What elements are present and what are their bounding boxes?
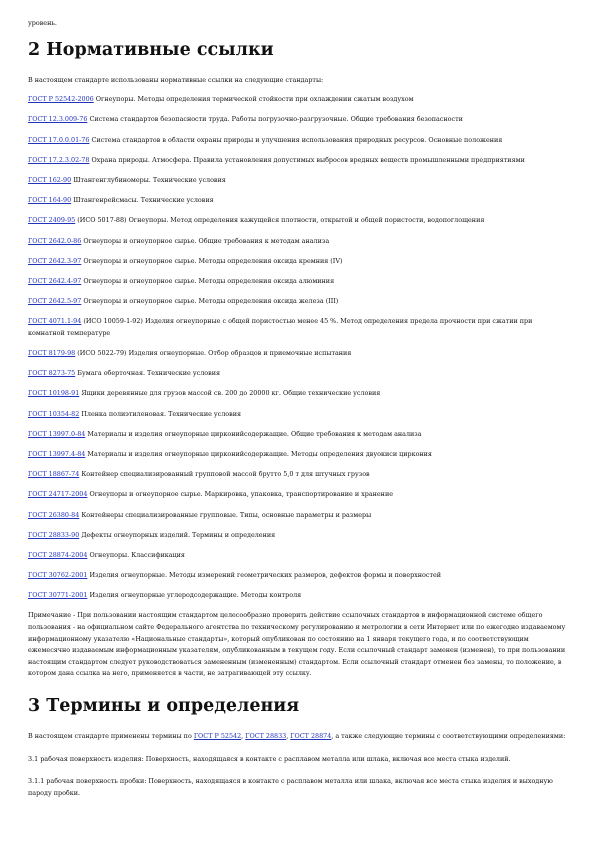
reference-code-link[interactable]: ГОСТ 164-90 <box>28 196 72 205</box>
previous-page-fragment: уровень. <box>28 19 57 27</box>
reference-title: Материалы и изделия огнеупорные цирконийсодержащие. Общие требования к методам анализа <box>87 429 422 438</box>
reference-title: Огнеупоры и огнеупорное сырье. Методы определения оксида железа (III) <box>83 297 339 306</box>
reference-code-link[interactable]: ГОСТ 26380-84 <box>28 510 80 519</box>
reference-item <box>28 429 569 441</box>
reference-title: Пленка полиэтиленовая. Технические условия <box>81 409 242 418</box>
term-3-1: 3.1 рабочая поверхность изделия: Поверхность, находящаяся в контакте с расплавом металла или шлака, включая все места стыка изделий. <box>28 754 511 763</box>
reference-item <box>28 215 569 227</box>
reference-code-link[interactable]: ГОСТ 13997.4-84 <box>28 449 86 458</box>
reference-code-link[interactable]: ГОСТ 2409-95 <box>28 216 76 225</box>
reference-code-link[interactable]: ГОСТ 2642.4-97 <box>28 276 82 285</box>
reference-title: Огнеупоры. Классификация <box>89 550 185 559</box>
reference-title: Огнеупоры и огнеупорное сырье. Методы определения оксида кремния (IV) <box>83 256 343 265</box>
normative-references-list <box>28 94 569 602</box>
reference-title: Огнеупоры. Методы определения термической стойкости при охлаждении сжатым воздухом <box>95 95 414 104</box>
term-3-1-1: 3.1.1 рабочая поверхность пробки: Поверхность, находящаяся в контакте с расплавом металла или шлака, включая все места стыка изделия и выходную пароду пробки. <box>28 777 553 797</box>
section-3-intro-tail: , а также следующие термины с соответствующими определениями: <box>331 732 566 741</box>
reference-item <box>28 469 569 481</box>
reference-title: Огнеупоры и огнеупорное сырье. Общие требования к методам анализа <box>83 236 330 245</box>
reference-code-link[interactable]: ГОСТ 2642.5-97 <box>28 297 82 306</box>
reference-title: Контейнер специализированный групповой массой брутто 5,0 т для штучных грузов <box>81 470 370 479</box>
gost-r-52542-link[interactable]: ГОСТ Р 52542 <box>193 732 242 741</box>
reference-title: Изделия огнеупорные углеродсодержащие. Методы контроля <box>89 591 302 600</box>
reference-title: Ящики деревянные для грузов массой св. 200 до 20000 кг. Общие технические условия <box>81 389 381 398</box>
reference-code-link[interactable]: ГОСТ 24717-2004 <box>28 490 88 499</box>
reference-item <box>28 276 569 288</box>
reference-code-link[interactable]: ГОСТ 12.3.009-76 <box>28 115 88 124</box>
reference-item <box>28 388 569 400</box>
reference-item <box>28 590 569 602</box>
reference-item <box>28 236 569 248</box>
references-note: Примечание - При пользовании настоящим стандартом целесообразно проверить действие ссылочных стандартов в информационной системе общего пользования - на официальном сайте Федерального агентства по техническому регулированию и метрологии в сети Интернет или по ежегодно издаваемому информационному указателю «Национальные стандарты», который опубликован по состоянию на 1 января текущего года, и по соответствующим ежемесячно издаваемым информационным указателям, опубликованным в текущем году. Если ссылочный стандарт заменен (изменен), то при пользовании настоящим стандартом следует руководствоваться замененным (измененным) стандартом. Если ссылочный стандарт отменен без замены, то положение, в котором дана ссылка на него, применяется в части, не затрагивающей эту ссылку. <box>28 611 566 678</box>
section-2-intro: В настоящем стандарте использованы нормативные ссылки на следующие стандарты: <box>28 75 324 84</box>
section-3-intro <box>28 731 569 743</box>
reference-title: Система стандартов безопасности труда. Работы погрузочно-разгрузочные. Общие требования безопасности <box>89 115 463 124</box>
reference-item <box>28 296 569 308</box>
reference-title: (ИСО 10059-1-92) Изделия огнеупорные с общей пористостью менее 45 %. Метод определения предела прочности при сжатии при комнатной температуре <box>28 317 533 337</box>
reference-title: Дефекты огнеупорных изделий. Термины и определения <box>81 530 276 539</box>
reference-title: Огнеупоры и огнеупорное сырье. Методы определения оксида алюминия <box>83 276 335 285</box>
reference-title: Штангенглубиномеры. Технические условия <box>73 175 226 184</box>
reference-title: Изделия огнеупорные. Методы измерений геометрических размеров, дефектов формы и поверхностей <box>89 571 442 580</box>
reference-code-link[interactable]: ГОСТ 8273-75 <box>28 369 76 378</box>
gost-28874-link[interactable]: ГОСТ 28874 <box>290 732 332 741</box>
reference-title: Штангенрейсмасы. Технические условия <box>73 196 214 205</box>
reference-code-link[interactable]: ГОСТ 17.2.3.02-78 <box>28 155 90 164</box>
reference-code-link[interactable]: ГОСТ 28874-2004 <box>28 550 88 559</box>
reference-code-link[interactable]: ГОСТ 30771-2001 <box>28 591 88 600</box>
reference-code-link[interactable]: ГОСТ 13997.0-84 <box>28 429 86 438</box>
reference-code-link[interactable]: ГОСТ 10198-91 <box>28 389 80 398</box>
reference-item <box>28 489 569 501</box>
reference-item <box>28 175 569 187</box>
section-2-heading: 2 Нормативные ссылки <box>28 39 274 60</box>
reference-code-link[interactable]: ГОСТ 162-90 <box>28 175 72 184</box>
reference-item <box>28 195 569 207</box>
reference-code-link[interactable]: ГОСТ Р 52542-2006 <box>28 95 94 104</box>
reference-title: (ИСО 5022-79) Изделия огнеупорные. Отбор образцов и приемочные испытания <box>77 349 352 358</box>
reference-title: Система стандартов в области охраны природы и улучшения использования природных ресурсов. Основные положения <box>91 135 503 144</box>
reference-code-link[interactable]: ГОСТ 10354-82 <box>28 409 80 418</box>
reference-code-link[interactable]: ГОСТ 8179-98 <box>28 349 76 358</box>
reference-title: Бумага оберточная. Технические условия <box>77 369 220 378</box>
section-3-intro-text: В настоящем стандарте применены термины по <box>28 732 194 741</box>
reference-code-link[interactable]: ГОСТ 2642.3-97 <box>28 256 82 265</box>
section-3-heading: 3 Термины и определения <box>28 696 300 717</box>
reference-item <box>28 114 569 126</box>
reference-item <box>28 348 569 360</box>
separator: , <box>286 732 291 741</box>
reference-item <box>28 530 569 542</box>
reference-code-link[interactable]: ГОСТ 30762-2001 <box>28 571 88 580</box>
reference-code-link[interactable]: ГОСТ 4071.1-94 <box>28 317 82 326</box>
separator: , <box>241 732 246 741</box>
reference-code-link[interactable]: ГОСТ 28833-90 <box>28 530 80 539</box>
reference-title: Огнеупоры и огнеупорное сырье. Маркировка, упаковка, транспортирование и хранение <box>89 490 393 499</box>
reference-code-link[interactable]: ГОСТ 2642.0-86 <box>28 236 82 245</box>
reference-title: Материалы и изделия огнеупорные цирконийсодержащие. Методы определения двуокиси циркония <box>87 449 432 458</box>
reference-item <box>28 409 569 421</box>
reference-item <box>28 94 569 106</box>
reference-item <box>28 155 569 167</box>
reference-item <box>28 570 569 582</box>
reference-code-link[interactable]: ГОСТ 18867-74 <box>28 470 80 479</box>
reference-item <box>28 510 569 522</box>
reference-item <box>28 550 569 562</box>
gost-28833-link[interactable]: ГОСТ 28833 <box>245 732 287 741</box>
reference-item <box>28 368 569 380</box>
reference-title: (ИСО 5017-88) Огнеупоры. Метод определения кажущейся плотности, открытой и общей пористости, водопоглощения <box>77 216 485 225</box>
reference-title: Охрана природы. Атмосфера. Правила установления допустимых выбросов вредных веществ промышленными предприятиями <box>91 155 525 164</box>
reference-item <box>28 135 569 147</box>
reference-item <box>28 256 569 268</box>
reference-item <box>28 316 569 339</box>
reference-code-link[interactable]: ГОСТ 17.0.0.01-76 <box>28 135 90 144</box>
reference-item <box>28 449 569 461</box>
reference-title: Контейнеры специализированные групповые. Типы, основные параметры и размеры <box>81 510 372 519</box>
